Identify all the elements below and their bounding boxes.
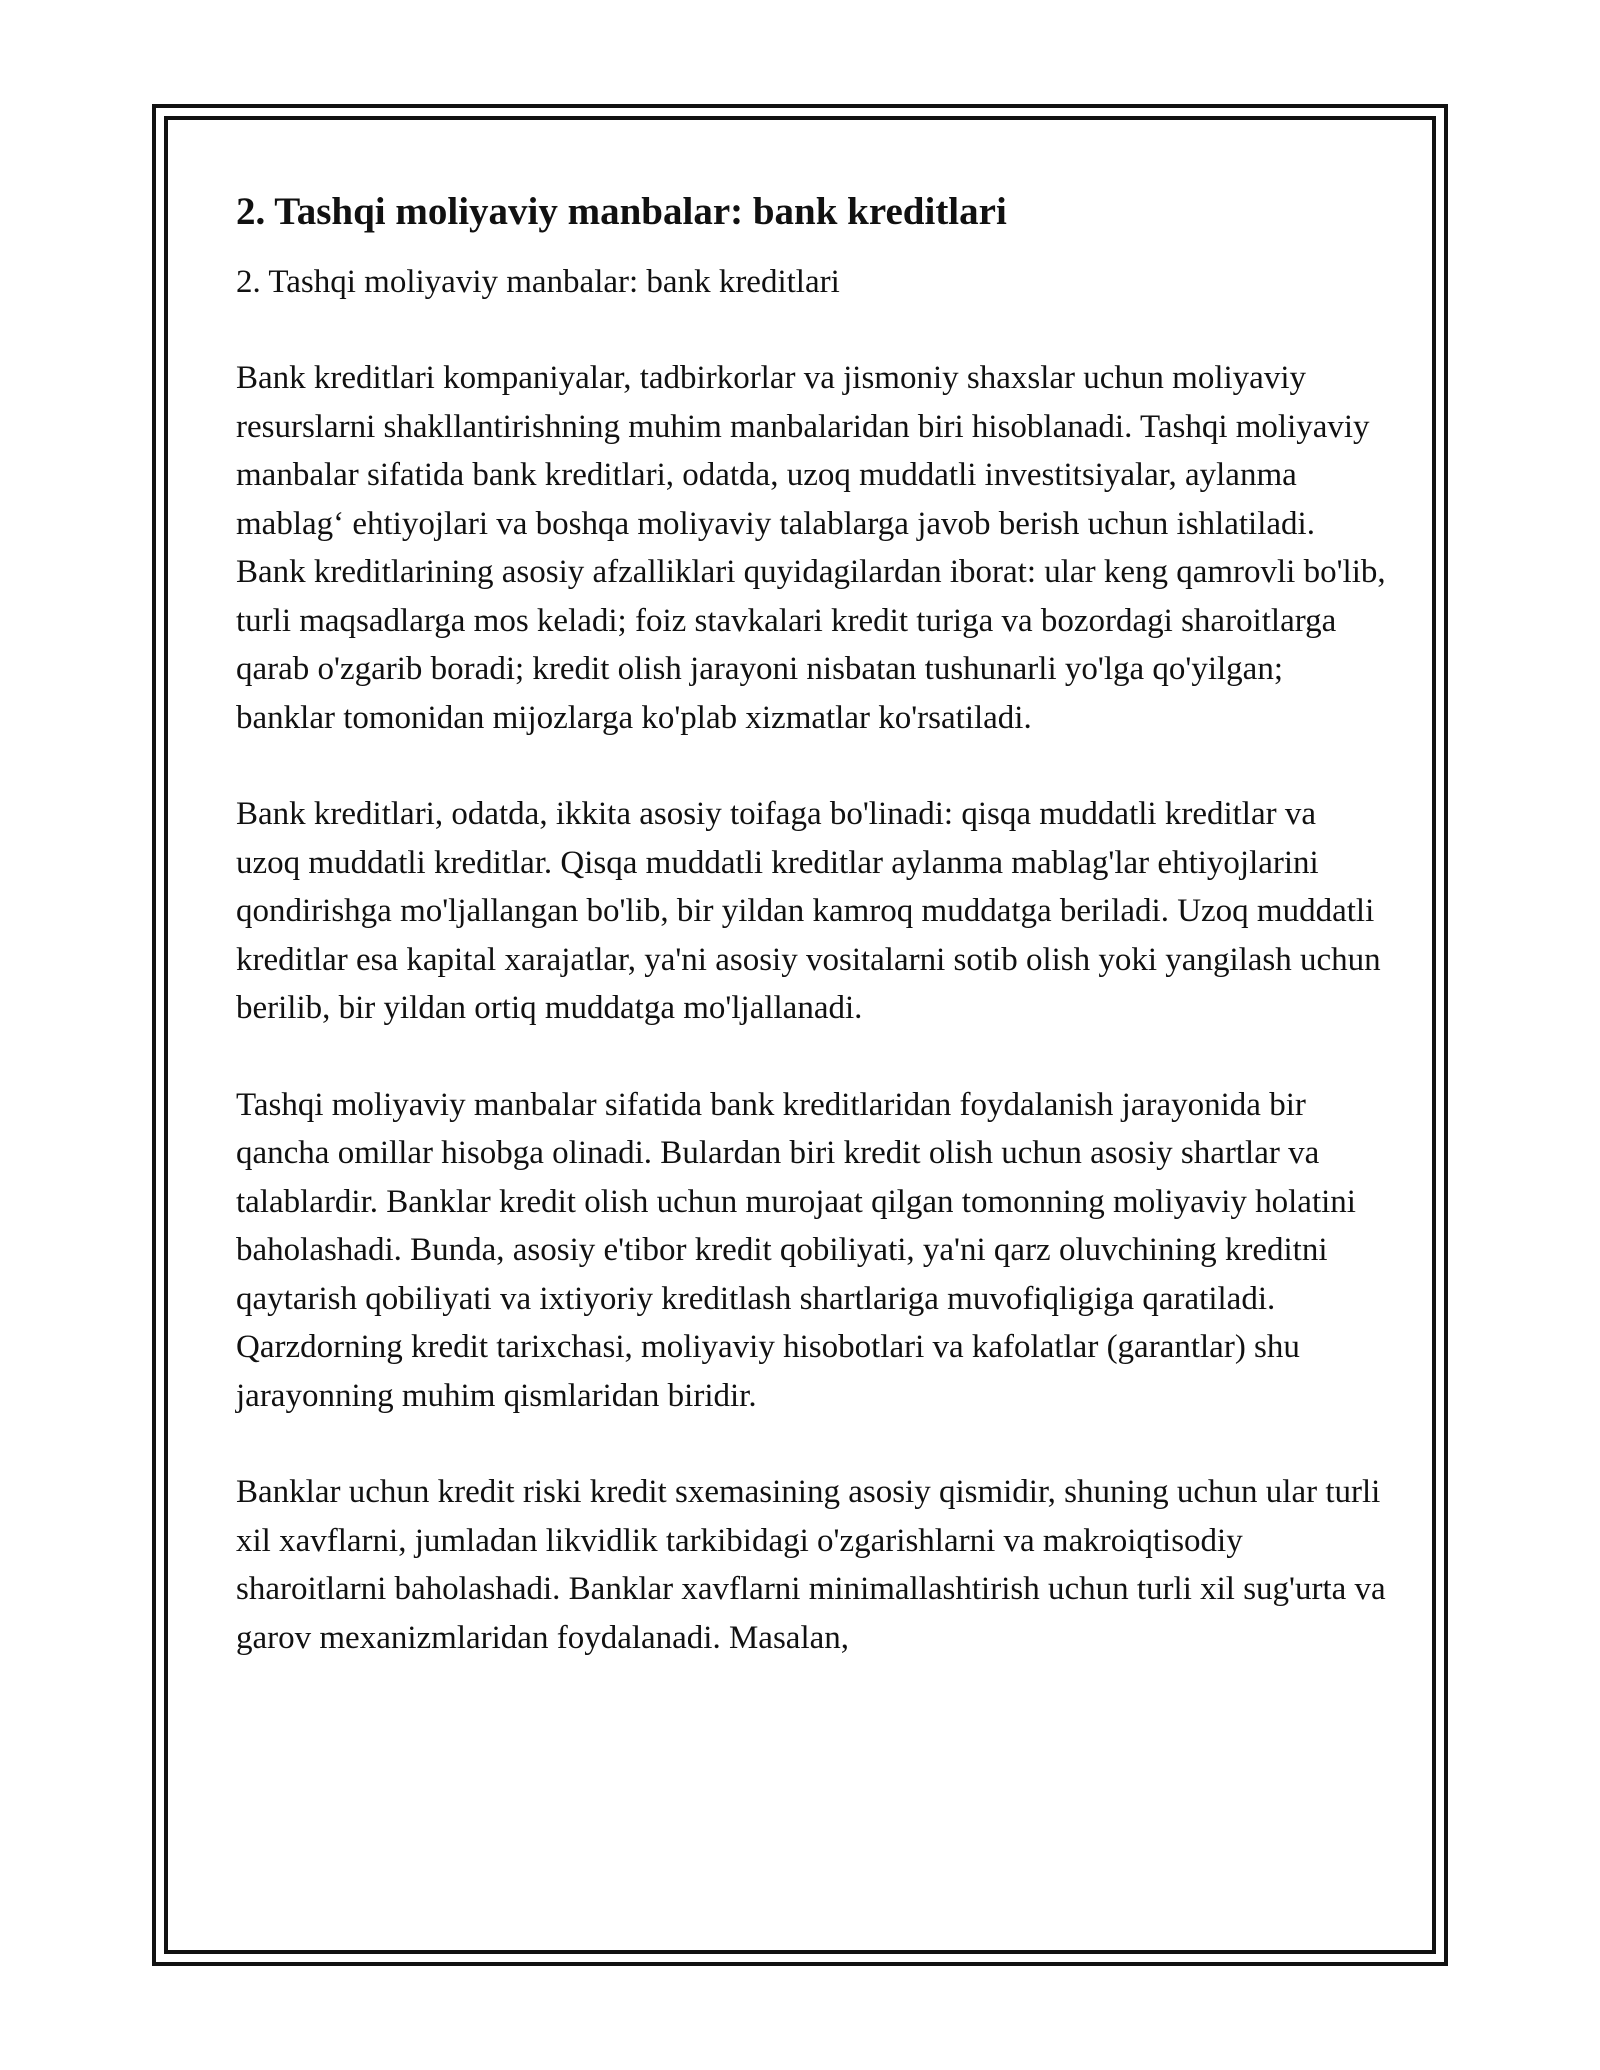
document-content — [236, 186, 1386, 1710]
paragraph-2: Bank kreditlari, odatda, ikkita asosiy toifaga bo'linadi: qisqa muddatli kreditlar va uzoq muddatli kreditlar. Qisqa muddatli kreditlar aylanma mablag'lar ehtiyojlarini qondirishga mo'ljallangan bo'lib, bir yildan kamroq muddatga beriladi. Uzoq muddatli kreditlar esa kapital xarajatlar, ya'ni asosiy vositalarni sotib olish yoki yangilash uchun berilib, bir yildan ortiq muddatga mo'ljallanadi. — [236, 796, 1381, 1026]
paragraph-3: Tashqi moliyaviy manbalar sifatida bank kreditlaridan foydalanish jarayonida bir qancha omillar hisobga olinadi. Bulardan biri kredit olish uchun asosiy shartlar va talablardir. Banklar kredit olish uchun murojaat qilgan tomonning moliyaviy holatini baholashadi. Bunda, asosiy e'tibor kredit qobiliyati, ya'ni qarz oluvchining kreditni qaytarish qobiliyati va ixtiyoriy kreditlash shartlariga muvofiqligiga qaratiladi. Qarzdorning kredit tarixchasi, moliyaviy hisobotlari va kafolatlar (garantlar) shu jarayonning muhim qismlaridan biridir. — [236, 1086, 1356, 1414]
section-subtitle: 2. Tashqi moliyaviy manbalar: bank kreditlari — [236, 264, 840, 300]
paragraph-4: Banklar uchun kredit riski kredit sxemasining asosiy qismidir, shuning uchun ular turli xil xavflarni, jumladan likvidlik tarkibidagi o'zgarishlarni va makroiqtisodiy sharoitlarni baholashadi. Banklar xavflarni minimallashtirish uchun turli xil sug'urta va garov mexanizmlaridan foydalanadi. Masalan, — [236, 1474, 1386, 1656]
paragraph-1: Bank kreditlari kompaniyalar, tadbirkorlar va jismoniy shaxslar uchun moliyaviy resurslarni shakllantirishning muhim manbalaridan biri hisoblanadi. Tashqi moliyaviy manbalar sifatida bank kreditlari, odatda, uzoq muddatli investitsiyalar, aylanma mablag‘ ehtiyojlari va boshqa moliyaviy talablarga javob berish uchun ishlatiladi. Bank kreditlarining asosiy afzalliklari quyidagilardan iborat: ular keng qamrovli bo'lib, turli maqsadlarga mos keladi; foiz stavkalari kredit turiga va bozordagi sharoitlarga qarab o'zgarib boradi; kredit olish jarayoni nisbatan tushunarli yo'lga qo'yilgan; banklar tomonidan mijozlarga ko'plab xizmatlar ko'rsatiladi. — [236, 360, 1386, 736]
section-heading: 2. Tashqi moliyaviy manbalar: bank kreditlari — [236, 190, 1007, 233]
